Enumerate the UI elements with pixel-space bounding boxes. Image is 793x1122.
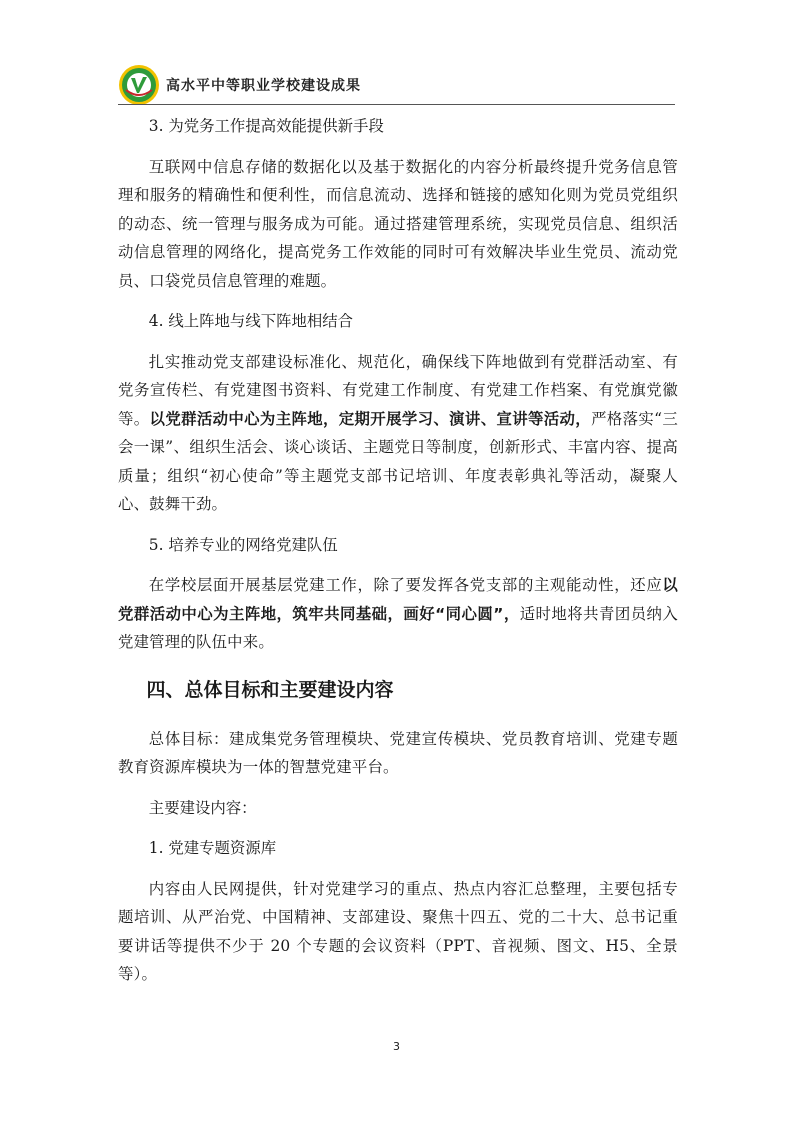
document-body	[118, 112, 678, 1001]
page-header	[118, 60, 361, 110]
overall-goal-paragraph: 总体目标：建成集党务管理模块、党建宣传模块、党员教育培训、党建专题教育资源库模块为一体的智慧党建平台。	[118, 729, 678, 776]
paragraph-text: 在学校层面开展基层党建工作，除了要发挥各党支部的主观能动性，还应	[148, 576, 663, 594]
item-1-heading: 1. 党建专题资源库	[148, 839, 277, 857]
page-number: 3	[393, 1040, 400, 1053]
emphasis-text: 以党群活动中心为主阵地，筑牢共同基础，画好“同心圆”，	[118, 576, 678, 623]
main-content-label: 主要建设内容：	[148, 798, 257, 817]
header-title: 高水平中等职业学校建设成果	[166, 78, 361, 94]
item-1-paragraph: 内容由人民网提供，针对党建学习的重点、热点内容汇总整理，主要包括专题培训、从严治党、中国精神、支部建设、聚焦十四五、党的二十大、总书记重要讲话等提供不少于 20 个专题的会议资料（PPT、音视频、图文、H5、全景等）。	[118, 879, 678, 983]
section-5-heading: 5. 培养专业的网络党建队伍	[148, 535, 338, 554]
section-4-heading: 4. 线上阵地与线下阵地相结合	[148, 312, 354, 330]
header-divider	[118, 104, 675, 105]
paragraph-text: 严格落实“三会一课”、组织生活会、谈心谈话、主题党日等制度，创新形式、丰富内容、提高质量；组织“初心使命”等主题党支部书记培训、年度表彰典礼等活动，凝聚人心、鼓舞干劲。	[118, 409, 678, 513]
section-4-paragraph	[118, 348, 678, 519]
paragraph-text: 适时地将共青团员纳入党建管理的队伍中来。	[118, 604, 678, 651]
section-5-paragraph	[118, 571, 678, 657]
section-3-paragraph: 互联网中信息存储的数据化以及基于数据化的内容分析最终提升党务信息管理和服务的精确性和便利性，而信息流动、选择和链接的感知化则为党员党组织的动态、统一管理与服务成为可能。通过搭建管理系统，实现党员信息、组织活动信息管理的网络化，提高党务工作效能的同时可有效解决毕业生党员、流动党员、口袋党员信息管理的难题。	[118, 157, 678, 290]
school-logo-icon	[118, 64, 160, 106]
paragraph-text: 扎实推动党支部建设标准化、规范化，确保线下阵地做到有党群活动室、有党务宣传栏、有党建图书资料、有党建工作制度、有党建工作档案、有党旗党徽等。	[118, 352, 678, 428]
section-3-heading: 3. 为党务工作提高效能提供新手段	[148, 117, 384, 135]
emphasis-text: 以党群活动中心为主阵地，定期开展学习、演讲、宣讲等活动，	[149, 409, 592, 428]
chapter-heading: 四、总体目标和主要建设内容	[146, 678, 394, 701]
